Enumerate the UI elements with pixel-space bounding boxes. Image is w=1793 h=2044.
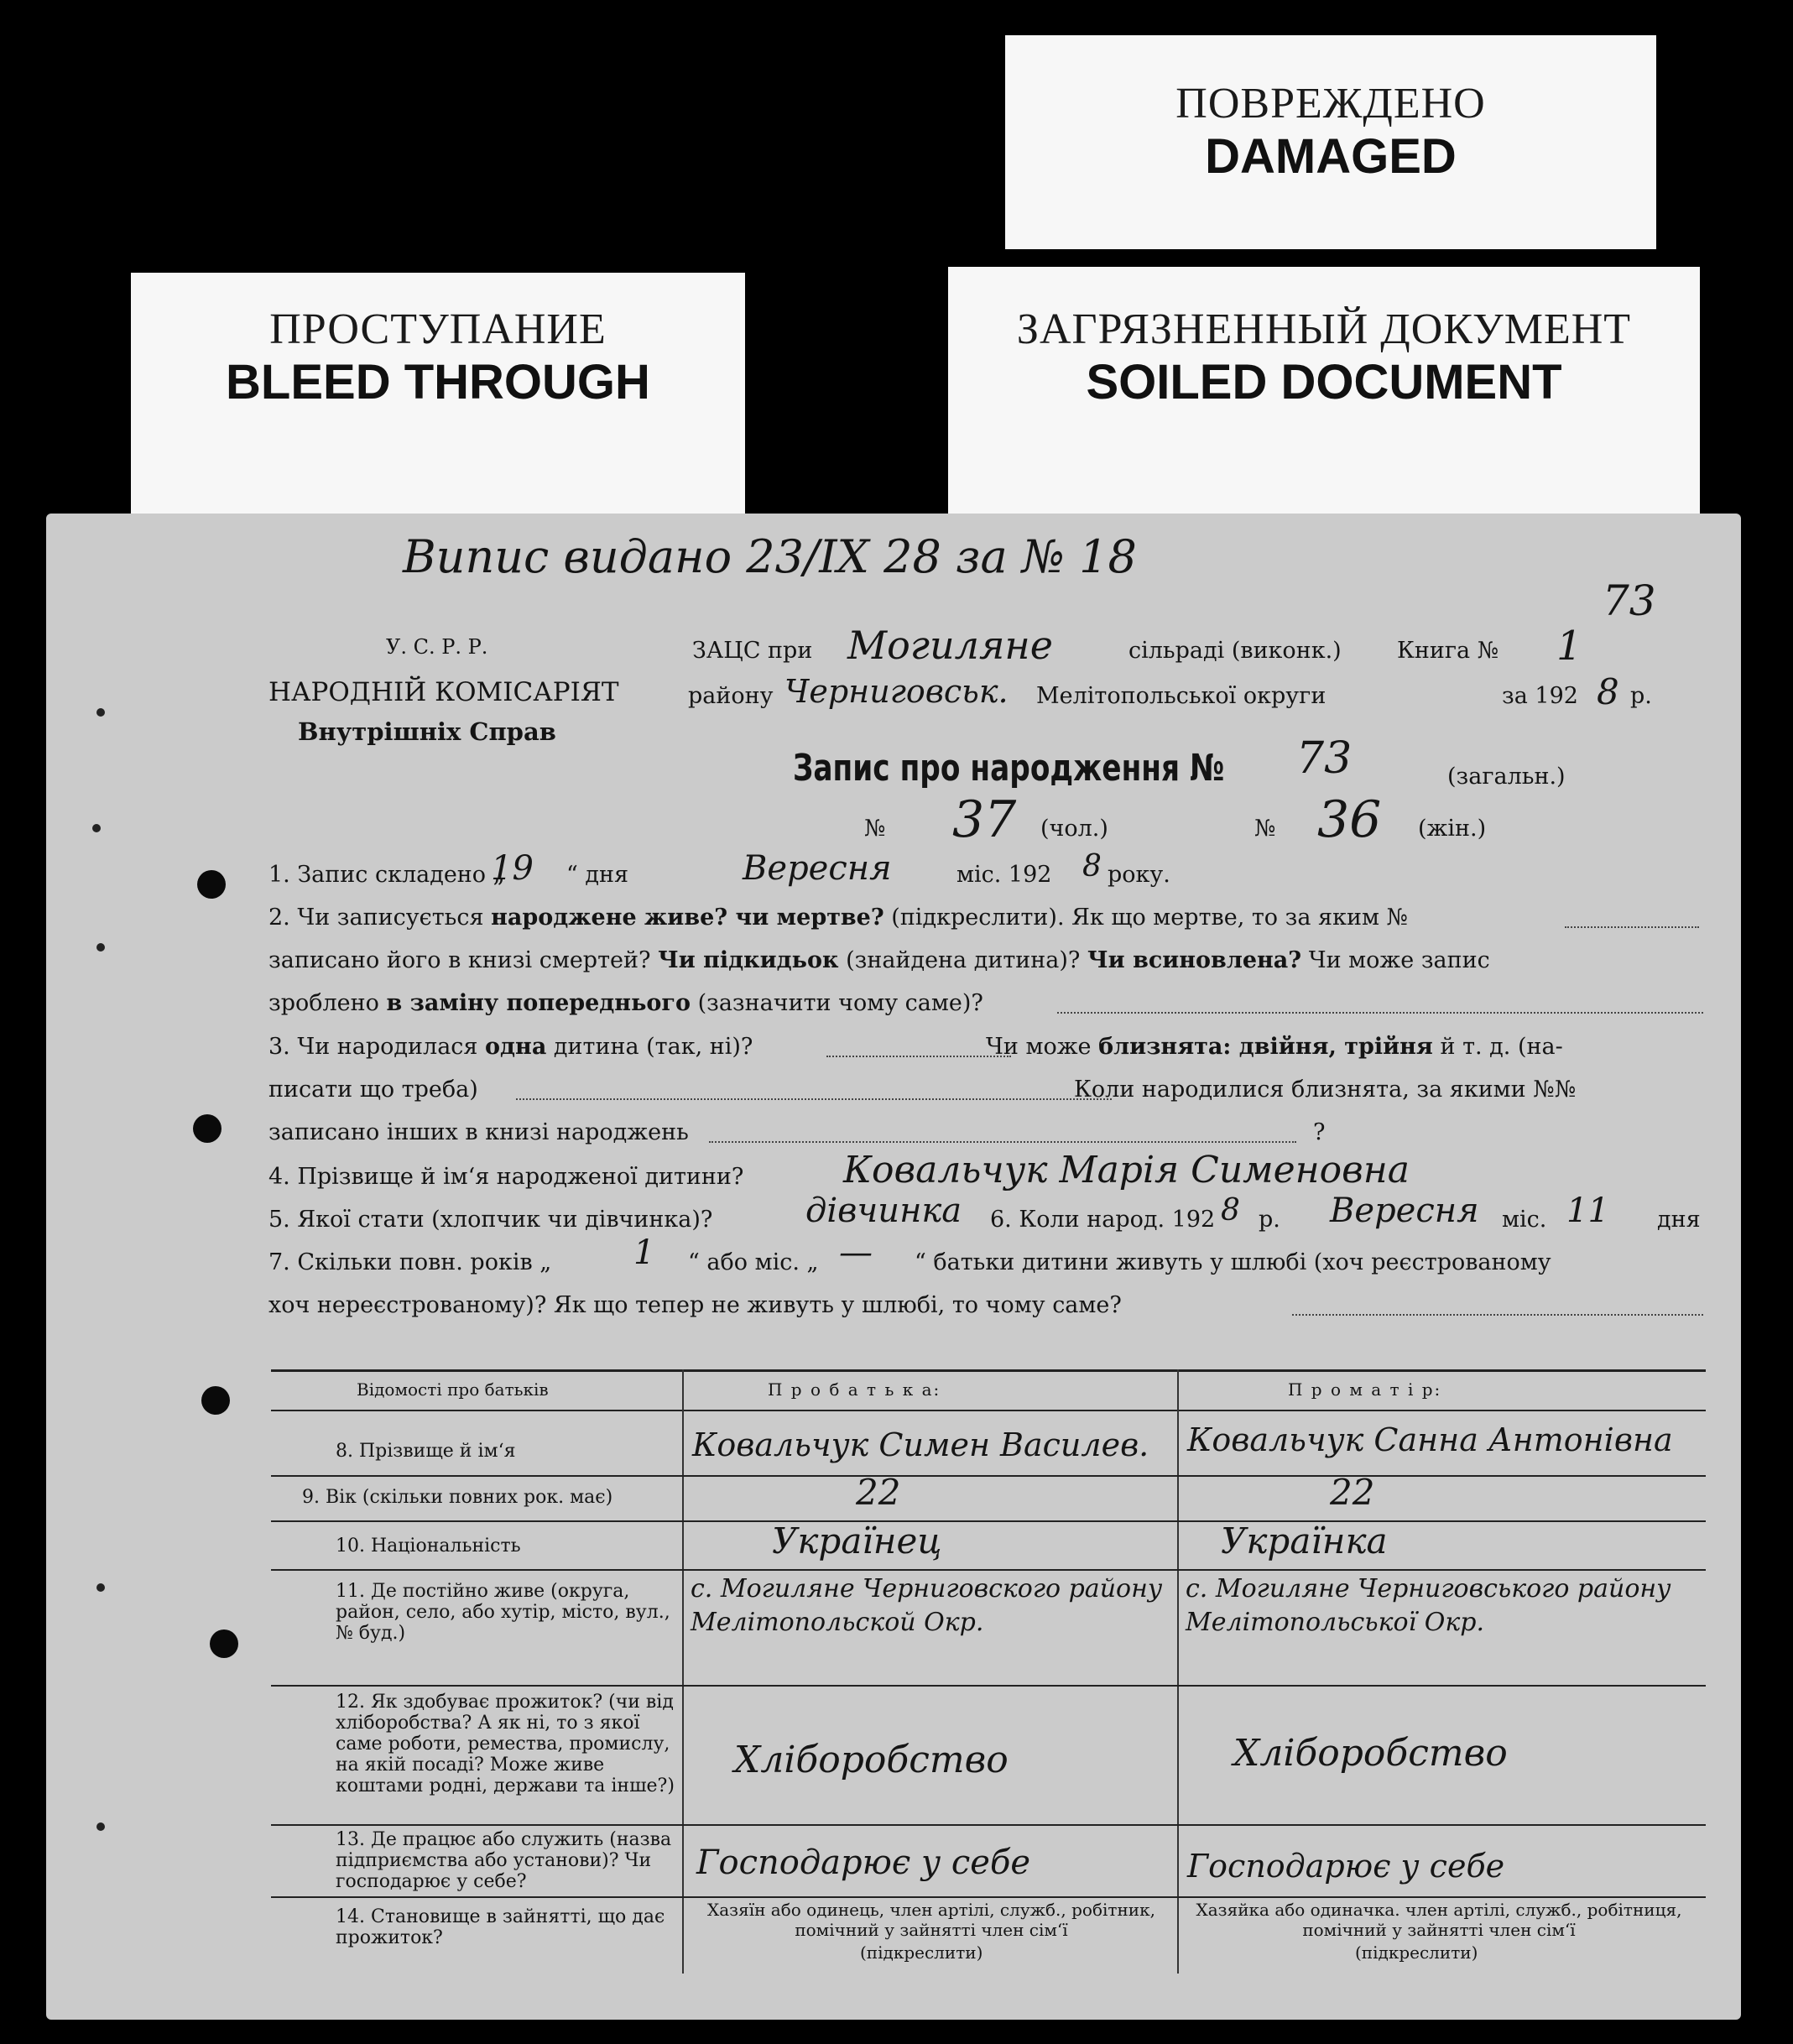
mother-employment-status: Хазяйка або одиначка. член артілі, служб., робітниця, помічний у зайнятті член сім‘ї	[1196, 1900, 1682, 1940]
mother-age: 22	[1330, 1472, 1375, 1513]
q6-month: Вересня	[1330, 1191, 1479, 1230]
q3-text: й т. д. (на-	[1440, 1034, 1563, 1060]
bleed-tag-ru: ПРОСТУПАНИЕ	[269, 305, 607, 353]
margin-mark	[96, 1822, 105, 1831]
margin-mark	[96, 1583, 105, 1592]
q2-text: (зазначити чому саме)?	[697, 990, 983, 1016]
soiled-document-tag	[948, 267, 1700, 519]
male-no-label: №	[864, 816, 886, 842]
margin-mark	[92, 824, 101, 832]
mother-nationality: Українка	[1221, 1520, 1388, 1562]
q1-mid: “ дня	[566, 862, 629, 888]
q1-tail: міс. 192	[956, 862, 1052, 888]
q7-years: 1	[633, 1233, 655, 1272]
mother-status-note: (підкреслити)	[1355, 1942, 1478, 1963]
punch-hole	[193, 1114, 222, 1143]
q1-year: 8	[1082, 849, 1102, 884]
q7-line2: хоч нереєстрованому)? Як що тепер не живуть у шлюбі, то чому саме?	[268, 1292, 1122, 1318]
year-suffix: р.	[1630, 683, 1652, 709]
org-internal-affairs: Внутрішніх Справ	[298, 717, 556, 746]
q3-line1a	[268, 1034, 753, 1060]
dotted-line	[516, 1098, 1112, 1100]
father-employment-status: Хазяїн або одинець, член артілі, служб., робітник, помічний у зайнятті член сім‘ї	[707, 1900, 1155, 1940]
record-number-male: 37	[952, 790, 1017, 849]
dotted-line	[826, 1056, 1011, 1057]
record-number-female: 36	[1317, 790, 1382, 849]
q5-label: 5. Якої стати (хлопчик чи дівчинка)?	[268, 1207, 713, 1233]
father-occupation: Хліборобство	[734, 1739, 1009, 1781]
bleed-tag-en: BLEED THROUGH	[226, 355, 650, 409]
margin-mark	[96, 708, 105, 717]
total-label: (загальн.)	[1447, 764, 1566, 790]
mother-workplace: Господарює у себе	[1187, 1848, 1505, 1885]
q7-line1a: 7. Скільки повн. років „	[268, 1249, 552, 1275]
row-rule	[271, 1896, 1706, 1898]
q3-line2b: Коли народилися близнята, за якими №№	[1074, 1077, 1577, 1103]
row-label-10: 10. Національність	[336, 1536, 521, 1556]
father-status-note: (підкреслити)	[860, 1942, 983, 1963]
q5-sex: дівчинка	[805, 1191, 962, 1230]
q1-month: Вересня	[743, 849, 892, 888]
q3-text: дитина (так, ні)?	[553, 1034, 753, 1060]
father-workplace: Господарює у себе	[696, 1843, 1031, 1882]
corner-number: 73	[1603, 576, 1656, 625]
q2-line3	[268, 990, 983, 1016]
margin-mark	[96, 943, 105, 952]
q7-line1c: “ батьки дитини живуть у шлюбі (хоч реєстрованому	[915, 1249, 1551, 1275]
zags-label: ЗАЦС при	[692, 638, 813, 664]
row-rule	[271, 1569, 1706, 1571]
q2-text: записано його в книзі смертей?	[268, 947, 651, 973]
soiled-tag-en: SOILED DOCUMENT	[1086, 355, 1562, 409]
q3-bold: близнята: двійня, трійня	[1098, 1034, 1433, 1060]
table-column-divider	[682, 1369, 684, 1974]
q3-line3a: записано інших в книзі народжень	[268, 1119, 689, 1145]
q7-months: —	[839, 1233, 873, 1272]
q2-bold: в заміну попереднього	[386, 990, 691, 1016]
q2-bold: Чи підкидьок	[658, 947, 839, 973]
row-label-14: 14. Становище в зайнятті, що дає прожиток?	[336, 1906, 665, 1948]
q1-label: 1. Запис складено „	[268, 862, 505, 888]
table-column-divider	[1177, 1369, 1179, 1974]
rayon-label: району	[688, 683, 774, 709]
table-header-info: Відомості про батьків	[357, 1379, 549, 1400]
father-name: Ковальчук Симен Василев.	[692, 1426, 1149, 1463]
row-label-12: 12. Як здобуває прожиток? (чи від хліборобства? А як ні, то з якої саме роботи, ремества, промислу, на якій посаді? Може живе коштами родні, держави та інше?)	[336, 1692, 675, 1796]
birth-record-sheet	[46, 514, 1741, 2020]
q2-line2	[268, 947, 1490, 973]
q2-text: зроблено	[268, 990, 379, 1016]
damaged-tag-ru: ПОВРЕЖДЕНО	[1175, 80, 1486, 128]
q2-line1	[268, 905, 1408, 931]
book-value: 1	[1556, 623, 1582, 670]
q3-text: 3. Чи народилася	[268, 1034, 478, 1060]
table-header-rule	[271, 1410, 1706, 1411]
q4-label: 4. Прізвище й ім‘я народженої дитини?	[268, 1164, 744, 1190]
org-ussr: У. С. Р. Р.	[386, 635, 488, 659]
q1-end: року.	[1108, 862, 1170, 888]
row-label-11: 11. Де постійно живе (округа, район, село, або хутір, місто, вул., № буд.)	[336, 1581, 670, 1644]
table-header-father: П р о б а т ь к а:	[768, 1379, 941, 1400]
mother-residence: с. Могиляне Черниговського району Мелітопольської Окр.	[1186, 1574, 1671, 1637]
year-label: за 192	[1502, 683, 1578, 709]
q2-bold: Чи всиновлена?	[1087, 947, 1302, 973]
dotted-line	[1565, 926, 1699, 928]
q3-bold: одна	[485, 1034, 547, 1060]
female-label: (жін.)	[1418, 816, 1487, 842]
row-label-9: 9. Вік (скільки повних рок. має)	[302, 1487, 613, 1508]
q6-label: 6. Коли народ. 192	[990, 1207, 1216, 1233]
punch-hole	[210, 1629, 238, 1658]
dotted-line	[1057, 1012, 1703, 1014]
q2-text: 2. Чи записується	[268, 905, 484, 931]
book-label: Книга №	[1397, 638, 1499, 664]
q1-day: 19	[491, 849, 534, 888]
zags-value: Могиляне	[847, 623, 1053, 668]
punch-hole	[201, 1386, 230, 1415]
q3-line1b	[986, 1034, 1563, 1060]
q3-line2a: писати що треба)	[268, 1077, 478, 1103]
silrada-label: сільраді (виконк.)	[1128, 638, 1342, 664]
table-header-mother: П р о м а т і р:	[1288, 1379, 1442, 1400]
row-rule	[271, 1475, 1706, 1477]
father-nationality: Українец	[772, 1520, 942, 1562]
father-residence: с. Могиляне Черниговского району Мелітопольской Окр.	[691, 1574, 1163, 1637]
dotted-line	[1292, 1314, 1703, 1316]
dotted-line	[709, 1141, 1296, 1143]
bleed-through-tag	[131, 273, 745, 524]
row-rule	[271, 1520, 1706, 1522]
female-no-label: №	[1254, 816, 1276, 842]
q2-bold: народжене живе? чи мертве?	[491, 905, 884, 931]
q2-text: (знайдена дитина)?	[846, 947, 1081, 973]
okruha-label: Мелітопольської округи	[1036, 683, 1327, 709]
q6-r: р.	[1259, 1207, 1280, 1233]
row-label-8: 8. Прізвище й ім‘я	[336, 1441, 516, 1462]
q6-dnia: дня	[1657, 1207, 1701, 1233]
record-number-total: 73	[1296, 733, 1353, 784]
mother-occupation: Хліборобство	[1233, 1732, 1508, 1775]
table-top-rule	[271, 1369, 1706, 1372]
q3-line3b: ?	[1313, 1119, 1326, 1145]
q6-day: 11	[1566, 1191, 1609, 1230]
damaged-tag-en: DAMAGED	[1205, 129, 1457, 184]
q2-text: Чи може запис	[1308, 947, 1490, 973]
rayon-value: Черниговськ.	[784, 673, 1009, 710]
mother-name: Ковальчук Санна Антонівна	[1187, 1421, 1673, 1458]
q6-year: 8	[1221, 1193, 1240, 1228]
org-commissariat: НАРОДНІЙ КОМІСАРІЯТ	[268, 677, 619, 707]
handwritten-note: Випис видано 23/IX 28 за № 18	[403, 530, 1137, 583]
row-rule	[271, 1685, 1706, 1687]
male-label: (чол.)	[1040, 816, 1108, 842]
damaged-tag	[1005, 35, 1656, 249]
q7-line1b: “ або міс. „	[688, 1249, 819, 1275]
row-label-13: 13. Де працює або служить (назва підприємства або установи)? Чи господарює у себе?	[336, 1829, 672, 1892]
punch-hole	[197, 870, 226, 899]
row-rule	[271, 1824, 1706, 1826]
q2-text: (підкреслити). Як що мертве, то за яким №	[891, 905, 1409, 931]
q3-text: Чи може	[986, 1034, 1092, 1060]
record-title: Запис про народження №	[793, 747, 1225, 790]
soiled-tag-ru: ЗАГРЯЗНЕННЫЙ ДОКУМЕНТ	[1016, 305, 1632, 353]
q4-child-name: Ковальчук Марія Сименовна	[843, 1149, 1410, 1191]
father-age: 22	[856, 1472, 901, 1513]
year-value: 8	[1597, 671, 1619, 712]
q6-mis: міс.	[1502, 1207, 1547, 1233]
